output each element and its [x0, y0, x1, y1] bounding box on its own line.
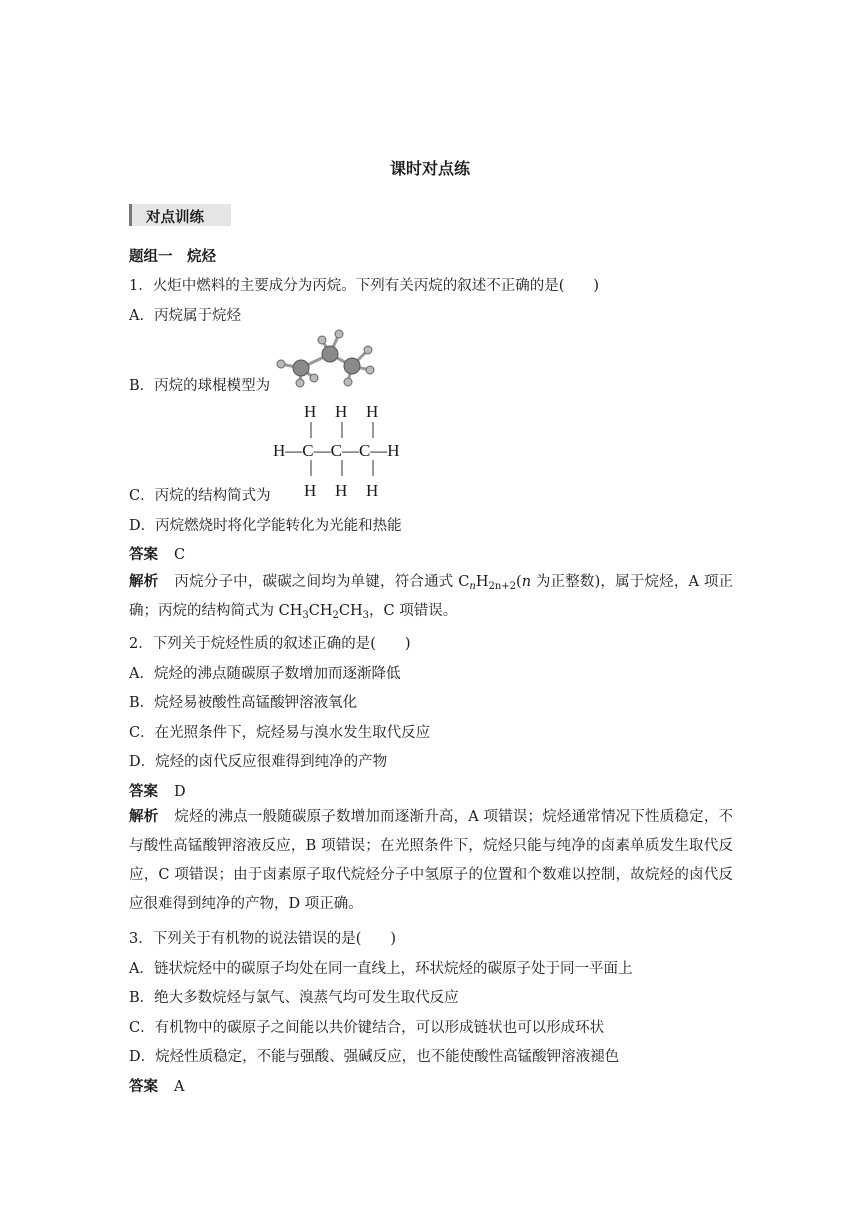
q2-option-c: C．在光照条件下，烷烃易与溴水发生取代反应: [129, 725, 431, 741]
q2-option-a: A．烷烃的沸点随碳原子数增加而逐渐降低: [129, 666, 401, 682]
q1-option-c: C．丙烷的结构简式为: [129, 488, 271, 504]
page-title: 课时对点练: [389, 159, 470, 178]
q2-answer: [129, 780, 186, 801]
analysis-label: 解析: [129, 574, 159, 590]
formula-top-h-3: H: [366, 402, 379, 421]
answer-label: 答案: [129, 1079, 158, 1095]
formula-bottom-h-2: H: [335, 481, 348, 500]
answer-label: 答案: [129, 784, 158, 800]
q1-option-d: D．丙烷燃烧时将化学能转化为光能和热能: [129, 518, 402, 534]
formula-top-h-1: H: [304, 402, 317, 421]
q1-answer: [129, 543, 185, 564]
answer-label: 答案: [129, 547, 158, 563]
answer-value: A: [174, 1079, 185, 1095]
q3-option-c: C．有机物中的碳原子之间能以共价键结合，可以形成链状也可以形成环状: [129, 1020, 605, 1036]
q2-analysis: 解析 烷烃的沸点一般随碳原子数增加而逐渐升高，A 项错误；烷烃通常情况下性质稳定，不与酸性高锰酸钾溶液反应，B 项错误；在光照条件下，烷烃只能与纯净的卤素单质发生取代反应，C 项错误；由于卤素原子取代烷烃分子中氢原子的位置和个数难以控制，故烷烃的卤代反应很难得到纯净的产物，D 项正确。: [129, 809, 734, 912]
q3-option-b: B．绝大多数烷烃与氯气、溴蒸气均可发生取代反应: [129, 990, 459, 1006]
answer-value: D: [174, 784, 186, 800]
q1-option-b: B．丙烷的球棍模型为: [129, 378, 271, 394]
section-tag: [129, 204, 231, 226]
q1-option-a: A．丙烷属于烷烃: [129, 308, 241, 324]
q3-option-a: A．链状烷烃中的碳原子均处在同一直线上，环状烷烃的碳原子处于同一平面上: [129, 961, 633, 977]
q2-stem: 2．下列关于烷烃性质的叙述正确的是( ): [129, 636, 411, 652]
propane-ball-stick-model: [270, 328, 380, 390]
q2-option-d: D．烷烃的卤代反应很难得到纯净的产物: [129, 754, 388, 770]
answer-value: C: [174, 547, 186, 563]
q3-option-d: D．烷烃性质稳定，不能与强酸、强碱反应，也不能使酸性高锰酸钾溶液褪色: [129, 1049, 620, 1065]
formula-main-chain: H—C—C—C—H: [273, 441, 400, 460]
formula-bottom-h-3: H: [366, 481, 379, 500]
q1-analysis: 解析 丙烷分子中，碳碳之间均为单键，符合通式 $C_nH_{2n+2}(n$ 为正整数)，属于烷烃，A 项正确；丙烷的结构简式为 $CH_3CH_2CH_3$，C 项错误。: [129, 574, 734, 621]
analysis-label: 解析: [129, 809, 159, 825]
section-tag-label: 对点训练: [146, 210, 204, 226]
q3-answer: [129, 1075, 184, 1096]
q2-option-b: B．烷烃易被酸性高锰酸钾溶液氧化: [129, 695, 358, 711]
q1-stem: 1．火炬中燃料的主要成分为丙烷。下列有关丙烷的叙述不正确的是( ): [129, 278, 600, 294]
formula-top-h-2: H: [335, 402, 348, 421]
q3-stem: 3．下列关于有机物的说法错误的是( ): [129, 931, 397, 947]
formula-bottom-h-1: H: [304, 481, 317, 500]
group-heading: 题组一 烷烃: [129, 249, 216, 265]
